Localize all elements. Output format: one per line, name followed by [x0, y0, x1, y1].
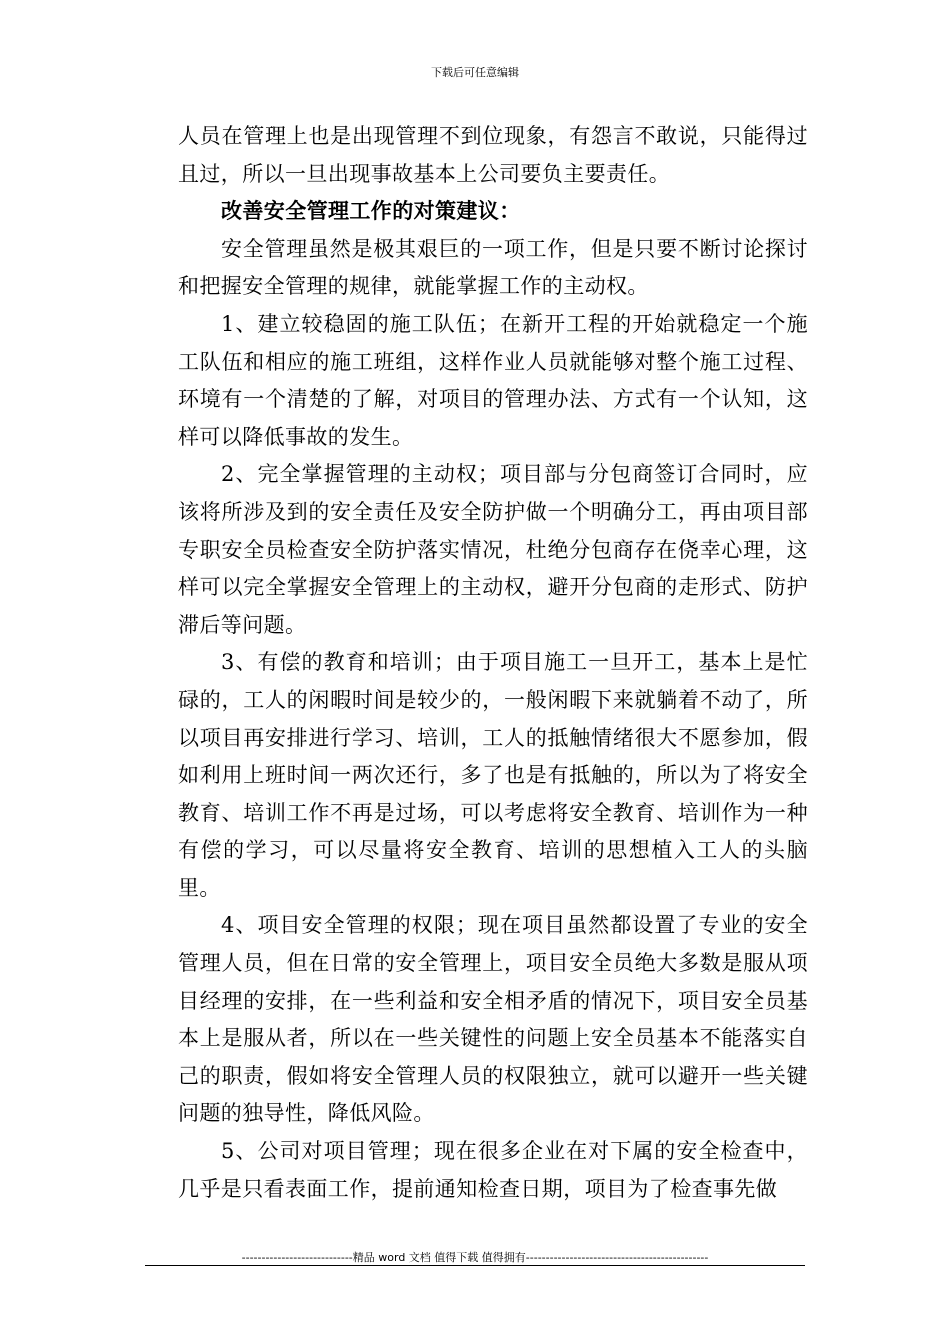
document-body: [178, 118, 808, 1208]
paragraph-item-1: 1、建立较稳固的施工队伍；在新开工程的开始就稳定一个施工队伍和相应的施工班组，这样作业人员就能够对整个施工过程、环境有一个清楚的了解，对项目的管理办法、方式有一个认知，这样可以降低事故的发生。: [178, 311, 808, 449]
page-footer: ----------------------------精品 word 文档 值得下载 值得拥有----------------------------------------------: [241, 1251, 709, 1264]
page-header: 下载后可任意编辑: [431, 66, 519, 79]
paragraph-item-2: 2、完全掌握管理的主动权；项目部与分包商签订合同时，应该将所涉及到的安全责任及安全防护做一个明确分工，再由项目部专职安全员检查安全防护落实情况，杜绝分包商存在侥幸心理，这样可以完全掌握安全管理上的主动权，避开分包商的走形式、防护滞后等问题。: [178, 462, 808, 637]
paragraph-item-5: 5、公司对项目管理；现在很多企业在对下属的安全检查中，几乎是只看表面工作，提前通知检查日期，项目为了检查事先做: [178, 1139, 808, 1201]
section-heading: 改善安全管理工作的对策建议：: [221, 199, 521, 224]
footer-divider: [145, 1265, 805, 1266]
paragraph-intro: 安全管理虽然是极其艰巨的一项工作，但是只要不断讨论探讨和把握安全管理的规律，就能掌握工作的主动权。: [178, 236, 808, 299]
paragraph-item-4: 4、项目安全管理的权限；现在项目虽然都设置了专业的安全管理人员，但在日常的安全管理上，项目安全员绝大多数是服从项目经理的安排，在一些利益和安全相矛盾的情况下，项目安全员基本上是服从者，所以在一些关键性的问题上安全员基本不能落实自己的职责，假如将安全管理人员的权限独立，就可以避开一些关键问题的独导性，降低风险。: [178, 913, 808, 1126]
paragraph-item-3: 3、有偿的教育和培训；由于项目施工一旦开工，基本上是忙碌的，工人的闲暇时间是较少的，一般闲暇下来就躺着不动了，所以项目再安排进行学习、培训，工人的抵触情绪很大不愿参加，假如利用上班时间一两次还行，多了也是有抵触的，所以为了将安全教育、培训工作不再是过场，可以考虑将安全教育、培训作为一种有偿的学习，可以尽量将安全教育、培训的思想植入工人的头脑里。: [178, 650, 808, 900]
paragraph-continuation: 人员在管理上也是出现管理不到位现象，有怨言不敢说，只能得过且过，所以一旦出现事故基本上公司要负主要责任。: [178, 124, 808, 186]
